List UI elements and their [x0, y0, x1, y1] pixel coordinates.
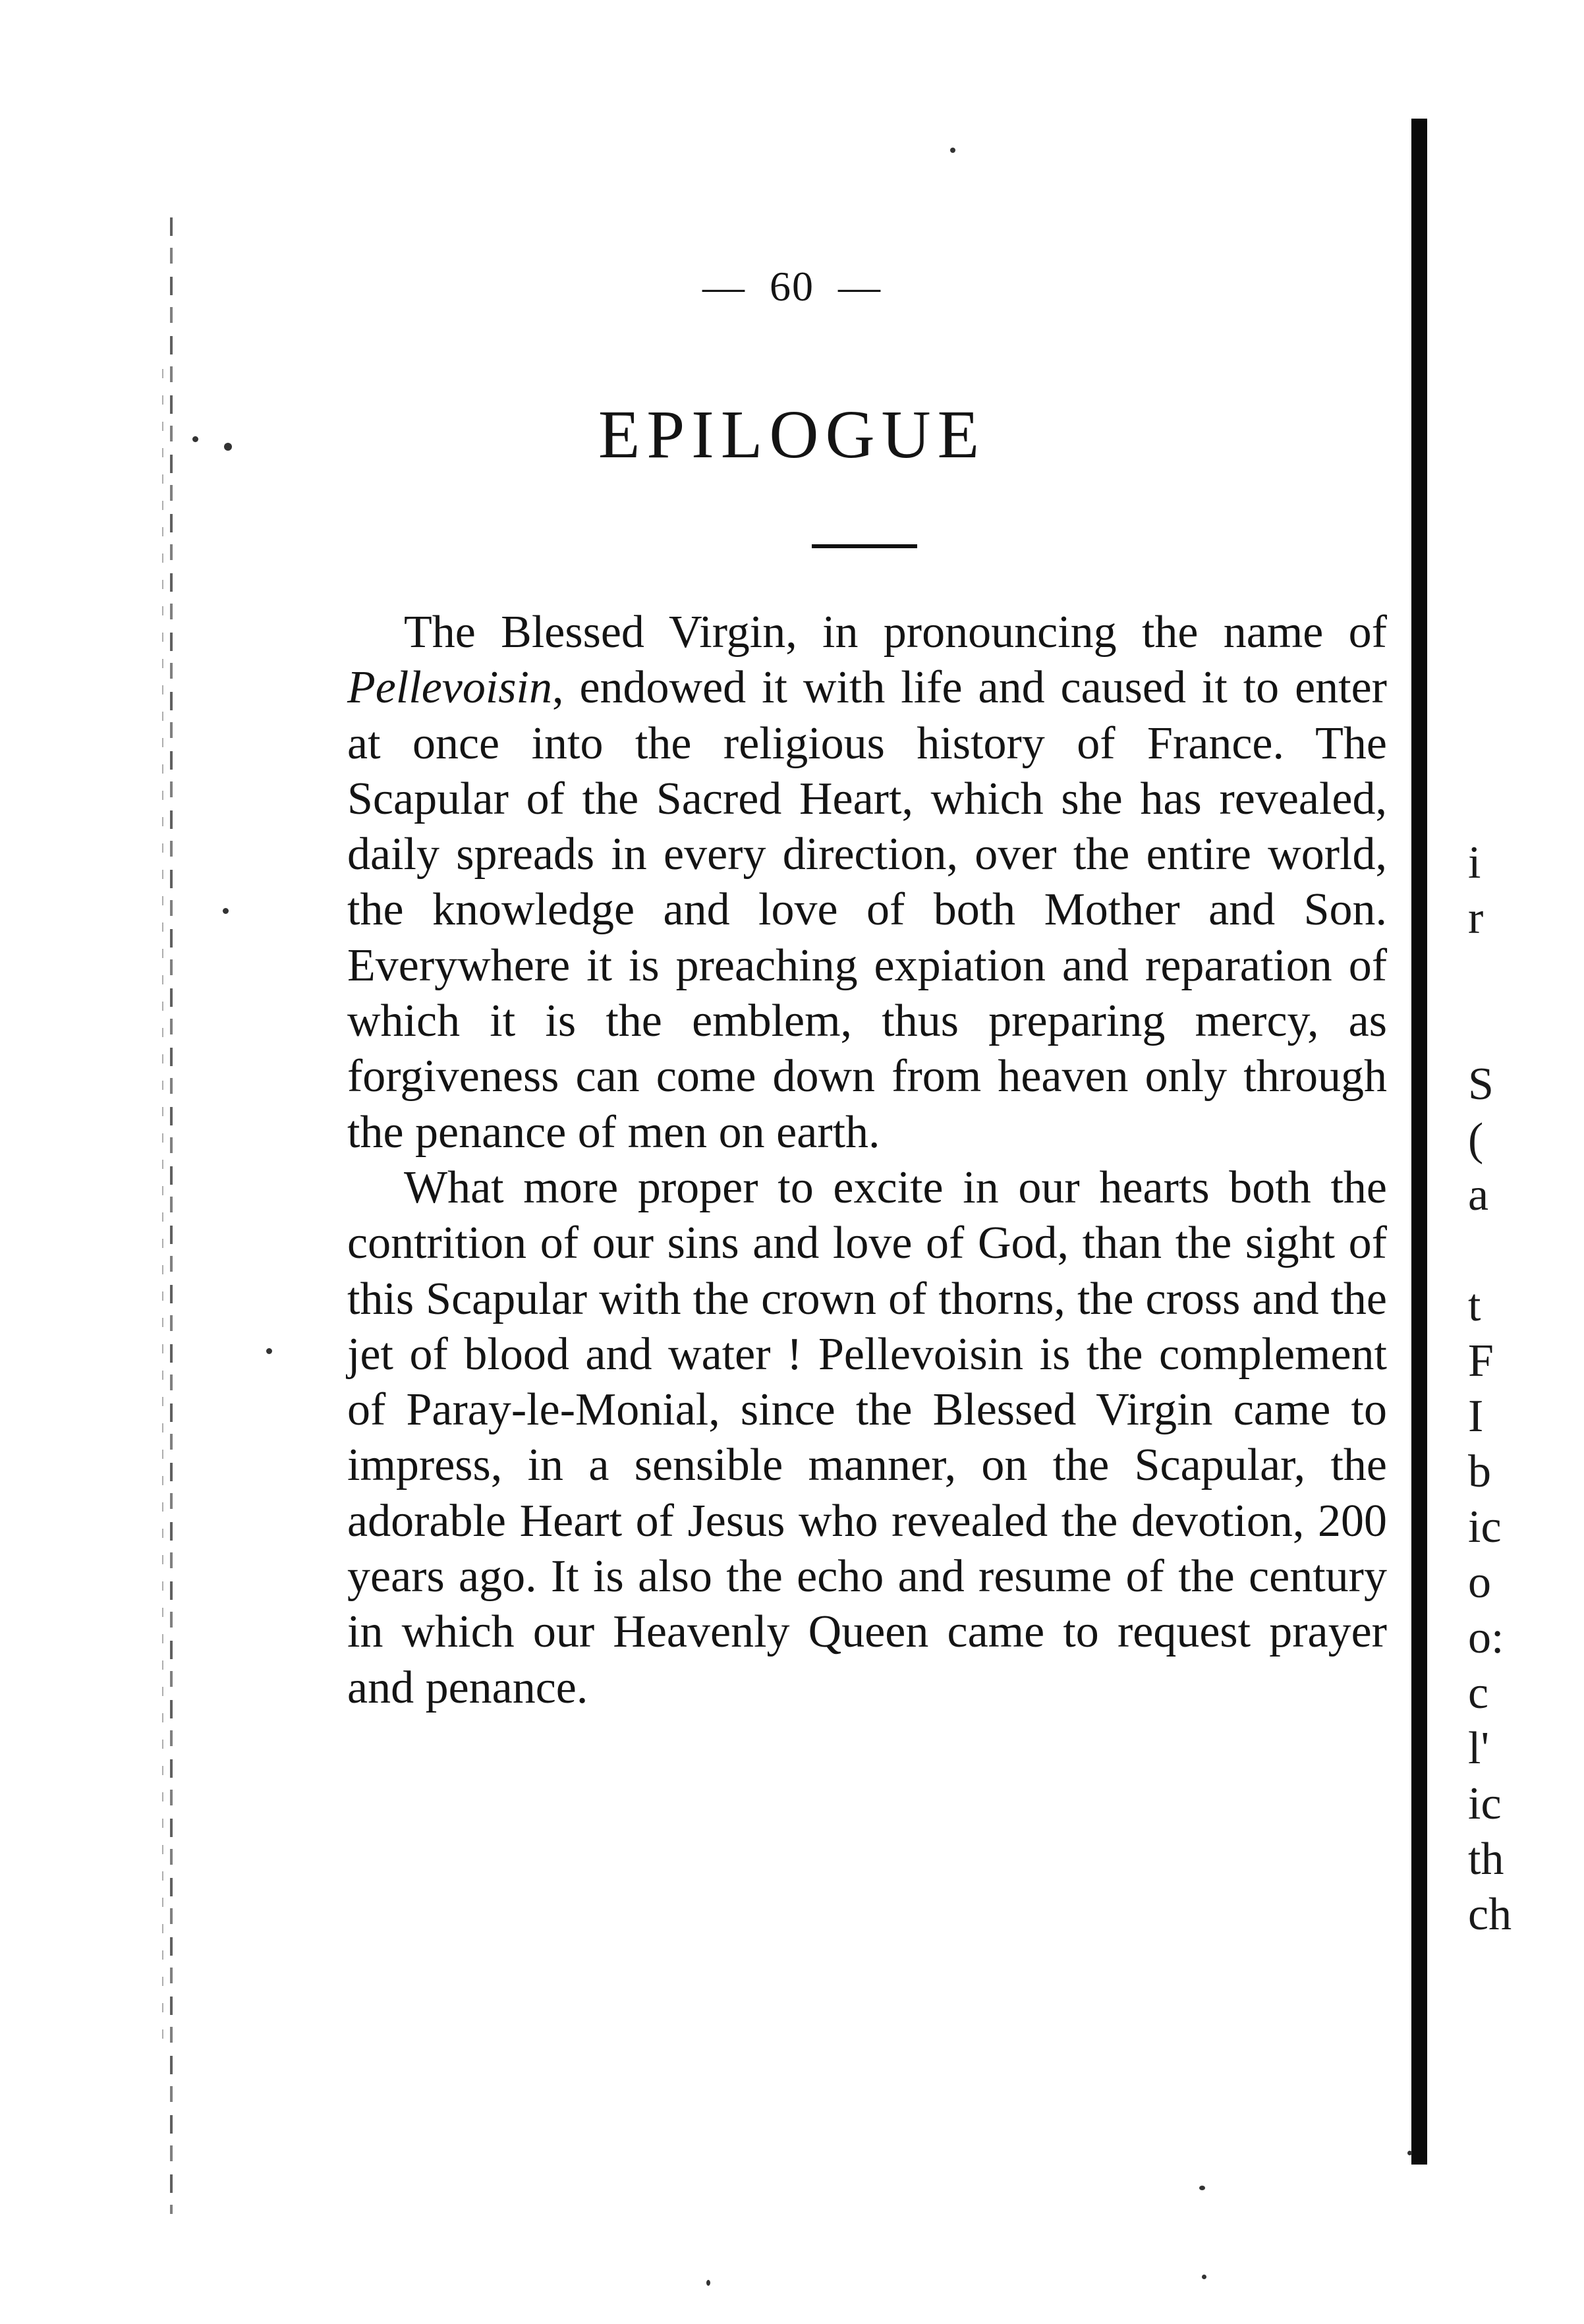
adjacent-line-fragment: ch [1468, 1889, 1512, 1940]
ink-speck [706, 2280, 710, 2286]
paragraph-1 [347, 605, 1387, 1160]
ink-speck [1407, 2151, 1412, 2155]
ink-speck [1202, 2275, 1206, 2279]
adjacent-line-fragment [1468, 1002, 1584, 1057]
adjacent-page-fragment [1468, 836, 1584, 1942]
page-number-dash-left: — [702, 263, 746, 310]
paragraph-1-rest: , endowed it with life and caused it to enter at once into the religious history of France. The Scapular of the Sacred Heart, which she has revealed, daily spreads in every direction, over the entire world, the knowledge and love of both Mother and Son. Everywhere it is preaching expiation and reparation of which it is the emblem, thus preparing mercy, as forgiveness can come down from heaven only through the penance of men on earth. [347, 662, 1387, 1158]
adjacent-line-fragment: o [1468, 1557, 1491, 1608]
page-gutter-bar [1411, 119, 1427, 2165]
binding-edge-shadow [162, 369, 163, 2056]
adjacent-line-fragment [1468, 946, 1584, 1002]
page-number-dash-right: — [838, 263, 882, 310]
adjacent-line-fragment: th [1468, 1834, 1504, 1885]
adjacent-line-fragment: l' [1468, 1723, 1490, 1774]
ink-speck [950, 148, 955, 153]
ink-speck [266, 1348, 272, 1354]
adjacent-line-fragment: a [1468, 1170, 1489, 1220]
place-name-emphasis: Pellevoisin [347, 662, 553, 714]
adjacent-line-fragment [1468, 1223, 1584, 1278]
adjacent-line-fragment: b [1468, 1446, 1491, 1497]
adjacent-line-fragment: ic [1468, 1778, 1502, 1829]
adjacent-line-fragment: S [1468, 1059, 1494, 1110]
paragraph-2: What more proper to excite in our hearts both the contrition of our sins and love of God, than the sight of this Scapular with the crown of thorns, the cross and the jet of blood and water ! Pellevoisin is the complement of Paray-le-Monial, since the Blessed Virgin came to impress, in a sensible manner, on the Scapular, the adorable Heart of Jesus who revealed the devotion, 200 years ago. It is also the echo and resume of the century in which our Heavenly Queen came to request prayer and penance. [347, 1162, 1387, 1713]
adjacent-line-fragment: ( [1468, 1114, 1484, 1165]
ink-speck [224, 443, 232, 451]
adjacent-line-fragment: i [1468, 837, 1481, 888]
ink-speck [192, 436, 198, 442]
ink-speck [223, 908, 229, 914]
binding-edge [170, 217, 173, 2214]
adjacent-line-fragment: o: [1468, 1612, 1504, 1663]
adjacent-line-fragment: ic [1468, 1502, 1502, 1552]
page-number [0, 262, 1584, 311]
heading-rule [812, 544, 917, 548]
adjacent-line-fragment: t [1468, 1280, 1481, 1331]
ink-speck [1199, 2186, 1205, 2190]
page-number-value: 60 [770, 263, 814, 310]
chapter-heading: EPILOGUE [598, 397, 986, 472]
adjacent-line-fragment: I [1468, 1391, 1484, 1442]
body-text [347, 605, 1387, 1716]
adjacent-line-fragment: F [1468, 1336, 1494, 1386]
adjacent-line-fragment: c [1468, 1668, 1489, 1718]
adjacent-line-fragment: r [1468, 893, 1484, 944]
paragraph-1-start: The Blessed Virgin, in pronouncing the name of [404, 607, 1387, 658]
